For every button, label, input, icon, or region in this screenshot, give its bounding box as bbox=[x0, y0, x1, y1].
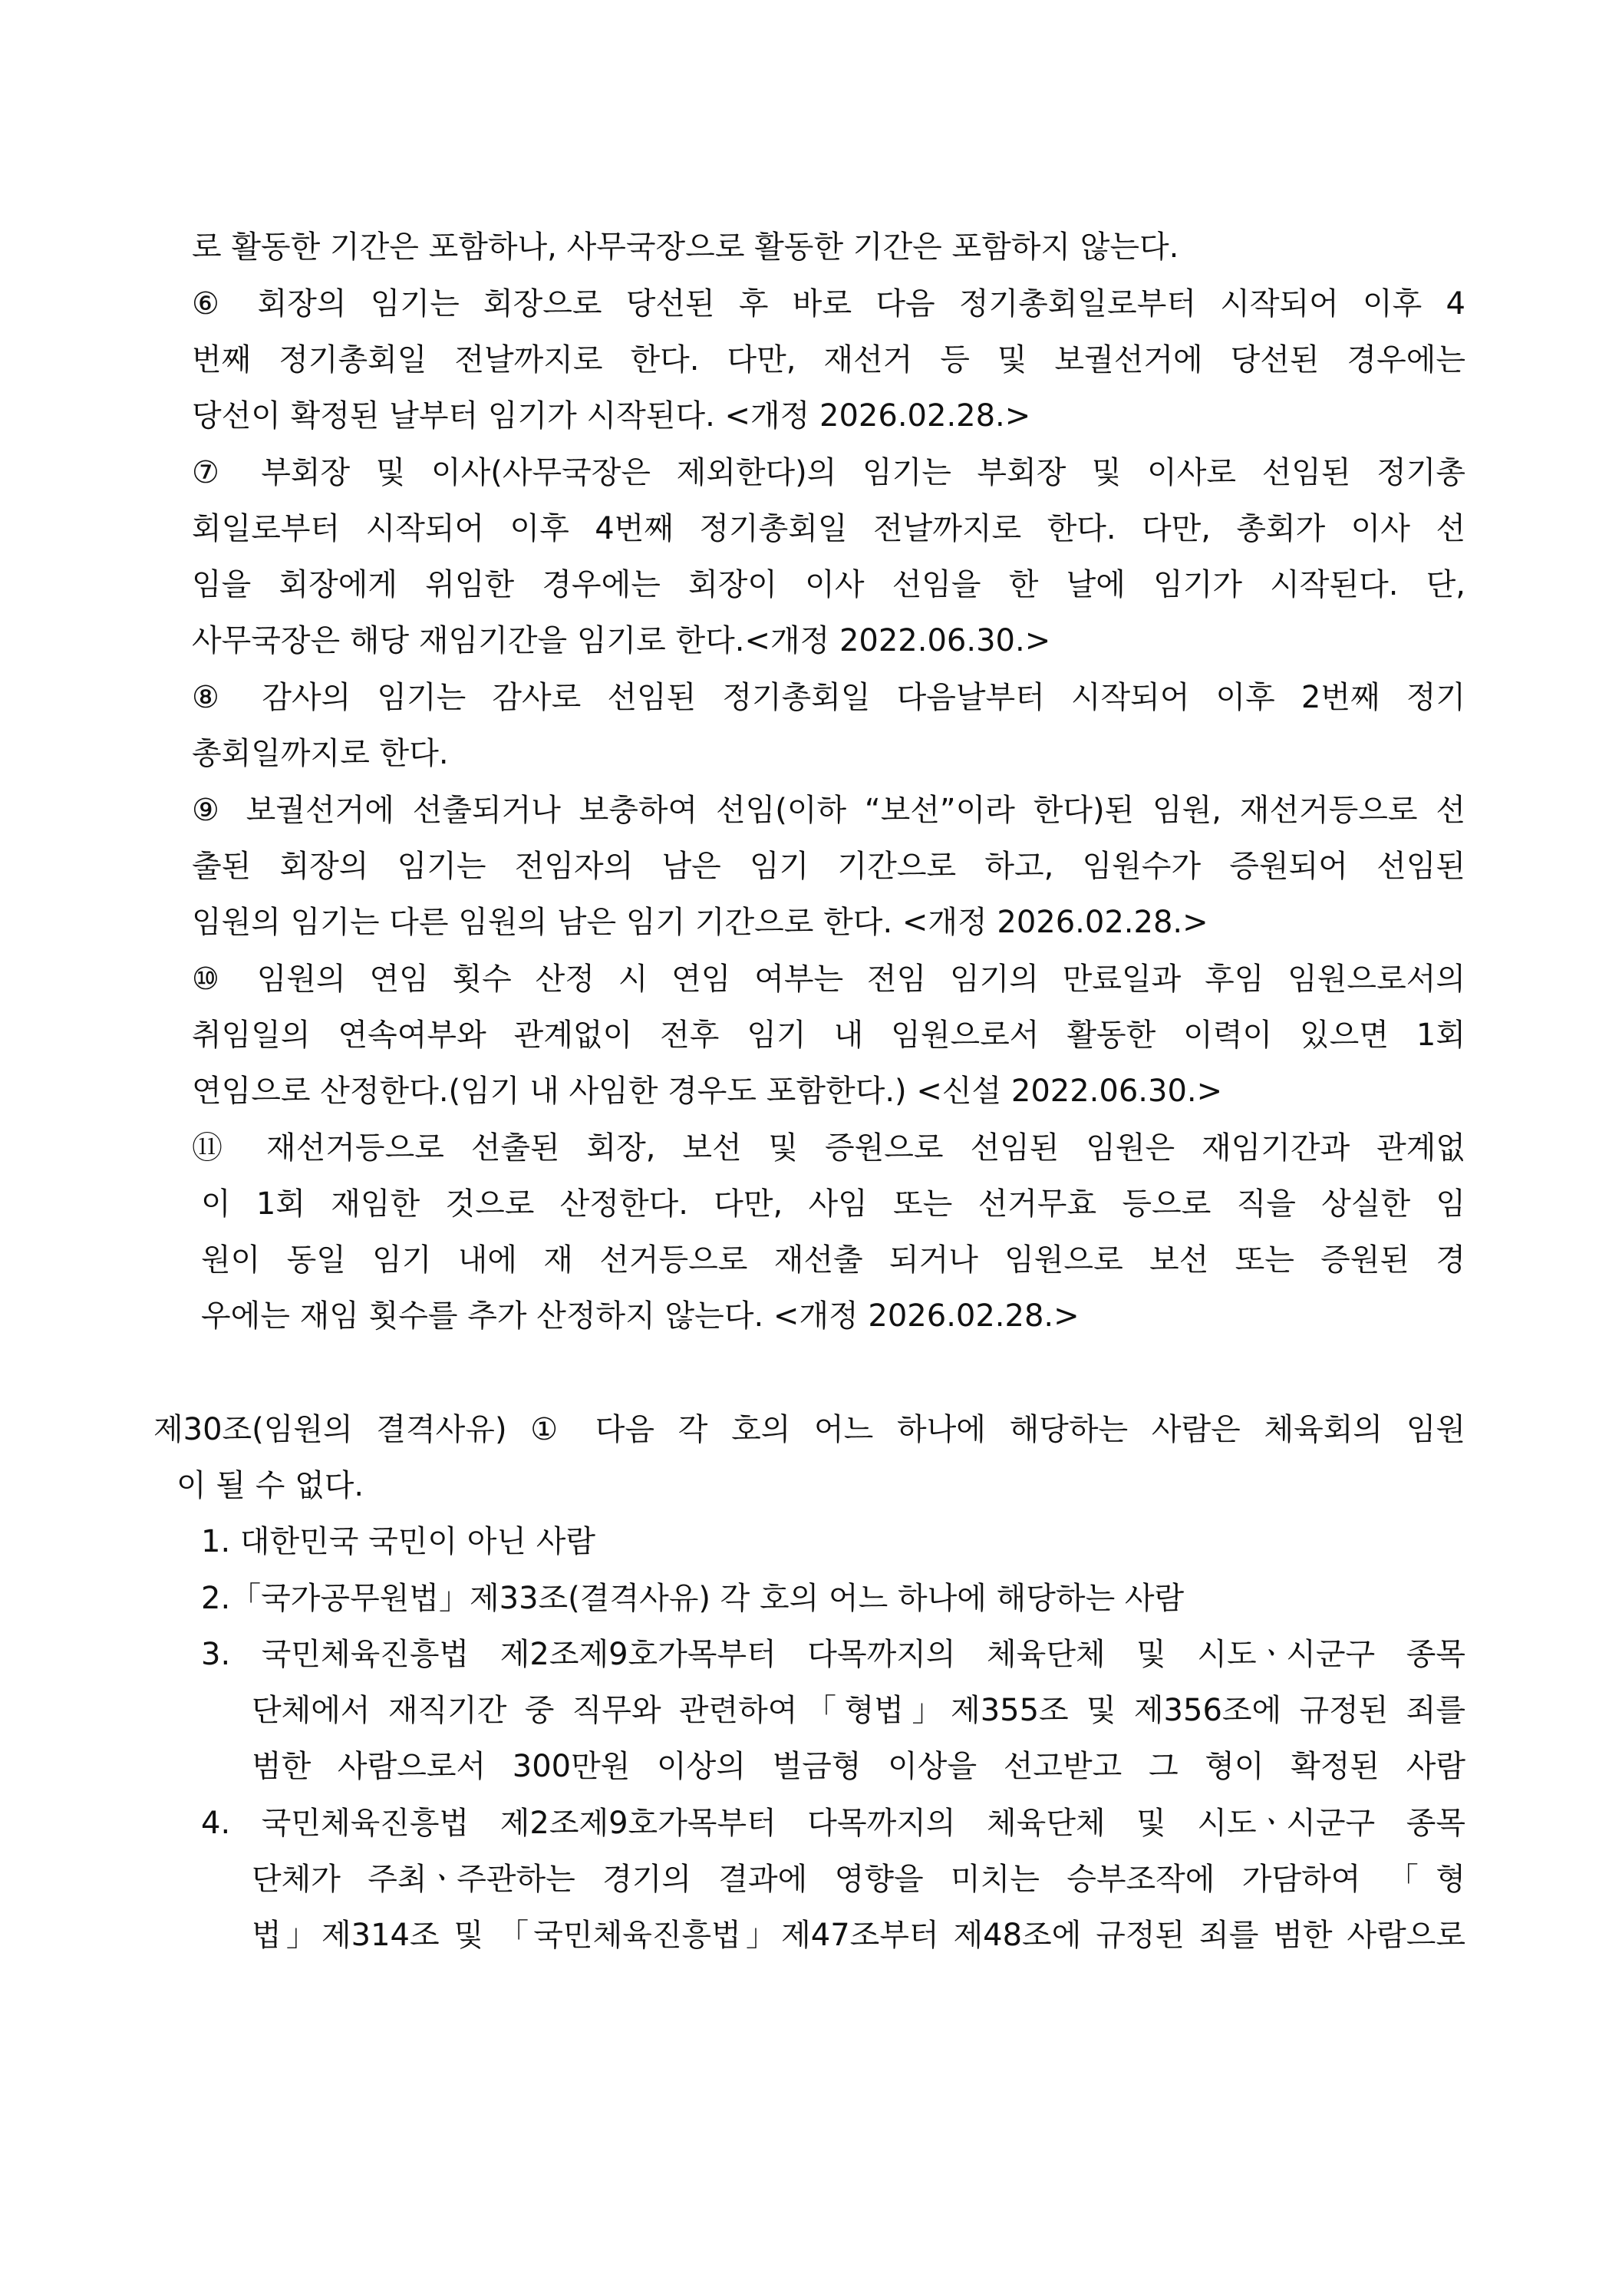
paragraph-11-line-3: 원이 동일 임기 내에 재 선거등으로 재선출 되거나 임원으로 보선 또는 증원된 경 bbox=[201, 1242, 1465, 1278]
item-4-line-2: 단체가 주최ㆍ주관하는 경기의 결과에 영향을 미치는 승부조작에 가담하여 「형 bbox=[252, 1862, 1465, 1897]
item-3-line-2: 단체에서 재직기간 중 직무와 관련하여「형법」제355조 및 제356조에 규정된 죄를 bbox=[252, 1693, 1465, 1728]
item-2-line-1: 2.「국가공무원법」제33조(결격사유) 각 호의 어느 하나에 해당하는 사람 bbox=[201, 1581, 1185, 1616]
paragraph-10-line-1: ⑩ 임원의 연임 횟수 산정 시 연임 여부는 전임 임기의 만료일과 후임 임원으로서의 bbox=[192, 962, 1465, 997]
paragraph-7-line-3: 임을 회장에게 위임한 경우에는 회장이 이사 선임을 한 날에 임기가 시작된다. 단, bbox=[192, 567, 1465, 602]
paragraph-6-line-1: ⑥ 회장의 임기는 회장으로 당선된 후 바로 다음 정기총회일로부터 시작되어 이후 4 bbox=[192, 286, 1465, 322]
paragraph-9-line-2: 출된 회장의 임기는 전임자의 남은 임기 기간으로 하고, 임원수가 증원되어 선임된 bbox=[192, 849, 1465, 884]
paragraph-7-line-4: 사무국장은 해당 재임기간을 임기로 한다.<개정 2022.06.30.> bbox=[192, 623, 1051, 658]
paragraph-5-line-1: 로 활동한 기간은 포함하나, 사무국장으로 활동한 기간은 포함하지 않는다. bbox=[192, 229, 1179, 265]
paragraph-8-line-1: ⑧ 감사의 임기는 감사로 선임된 정기총회일 다음날부터 시작되어 이후 2번째 정기 bbox=[192, 680, 1465, 715]
paragraph-10-line-2: 취임일의 연속여부와 관계없이 전후 임기 내 임원으로서 활동한 이력이 있으면 1회 bbox=[192, 1018, 1465, 1053]
article-30-heading-line-1: 제30조(임원의 결격사유) ① 다음 각 호의 어느 하나에 해당하는 사람은 체육회의 임원 bbox=[153, 1412, 1465, 1447]
item-4-line-1: 4. 국민체육진흥법 제2조제9호가목부터 다목까지의 체육단체 및 시도ㆍ시군구 종목 bbox=[201, 1806, 1465, 1841]
item-3-line-1: 3. 국민체육진흥법 제2조제9호가목부터 다목까지의 체육단체 및 시도ㆍ시군구 종목 bbox=[201, 1637, 1465, 1672]
paragraph-11-line-1: ⑪ 재선거등으로 선출된 회장, 보선 및 증원으로 선임된 임원은 재임기간과 관계없 bbox=[192, 1130, 1465, 1166]
paragraph-7-line-2: 회일로부터 시작되어 이후 4번째 정기총회일 전날까지로 한다. 다만, 총회가 이사 선 bbox=[192, 511, 1465, 546]
paragraph-7-line-1: ⑦ 부회장 및 이사(사무국장은 제외한다)의 임기는 부회장 및 이사로 선임된 정기총 bbox=[192, 455, 1465, 490]
paragraph-6-line-3: 당선이 확정된 날부터 임기가 시작된다. <개정 2026.02.28.> bbox=[192, 398, 1031, 434]
paragraph-11-line-2: 이 1회 재임한 것으로 산정한다. 다만, 사임 또는 선거무효 등으로 직을 상실한 임 bbox=[201, 1186, 1465, 1222]
paragraph-11-line-4: 우에는 재임 횟수를 추가 산정하지 않는다. <개정 2026.02.28.> bbox=[201, 1298, 1080, 1334]
item-4-line-3: 법」제314조 및 「국민체육진흥법」제47조부터 제48조에 규정된 죄를 범한 사람으로 bbox=[252, 1918, 1465, 1953]
paragraph-8-line-2: 총회일까지로 한다. bbox=[192, 736, 449, 771]
paragraph-10-line-3: 연임으로 산정한다.(임기 내 사임한 경우도 포함한다.) <신설 2022.06.30.> bbox=[192, 1074, 1223, 1109]
paragraph-9-line-3: 임원의 임기는 다른 임원의 남은 임기 기간으로 한다. <개정 2026.02.28.> bbox=[192, 905, 1208, 940]
article-30-heading-line-2: 이 될 수 없다. bbox=[176, 1468, 364, 1503]
item-1-line-1: 1. 대한민국 국민이 아닌 사람 bbox=[201, 1524, 596, 1559]
paragraph-9-line-1: ⑨ 보궐선거에 선출되거나 보충하여 선임(이하 “보선”이라 한다)된 임원, 재선거등으로 선 bbox=[192, 793, 1465, 828]
item-3-line-3: 범한 사람으로서 300만원 이상의 벌금형 이상을 선고받고 그 형이 확정된 사람 bbox=[252, 1749, 1465, 1784]
paragraph-6-line-2: 번째 정기총회일 전날까지로 한다. 다만, 재선거 등 및 보궐선거에 당선된 경우에는 bbox=[192, 342, 1465, 378]
